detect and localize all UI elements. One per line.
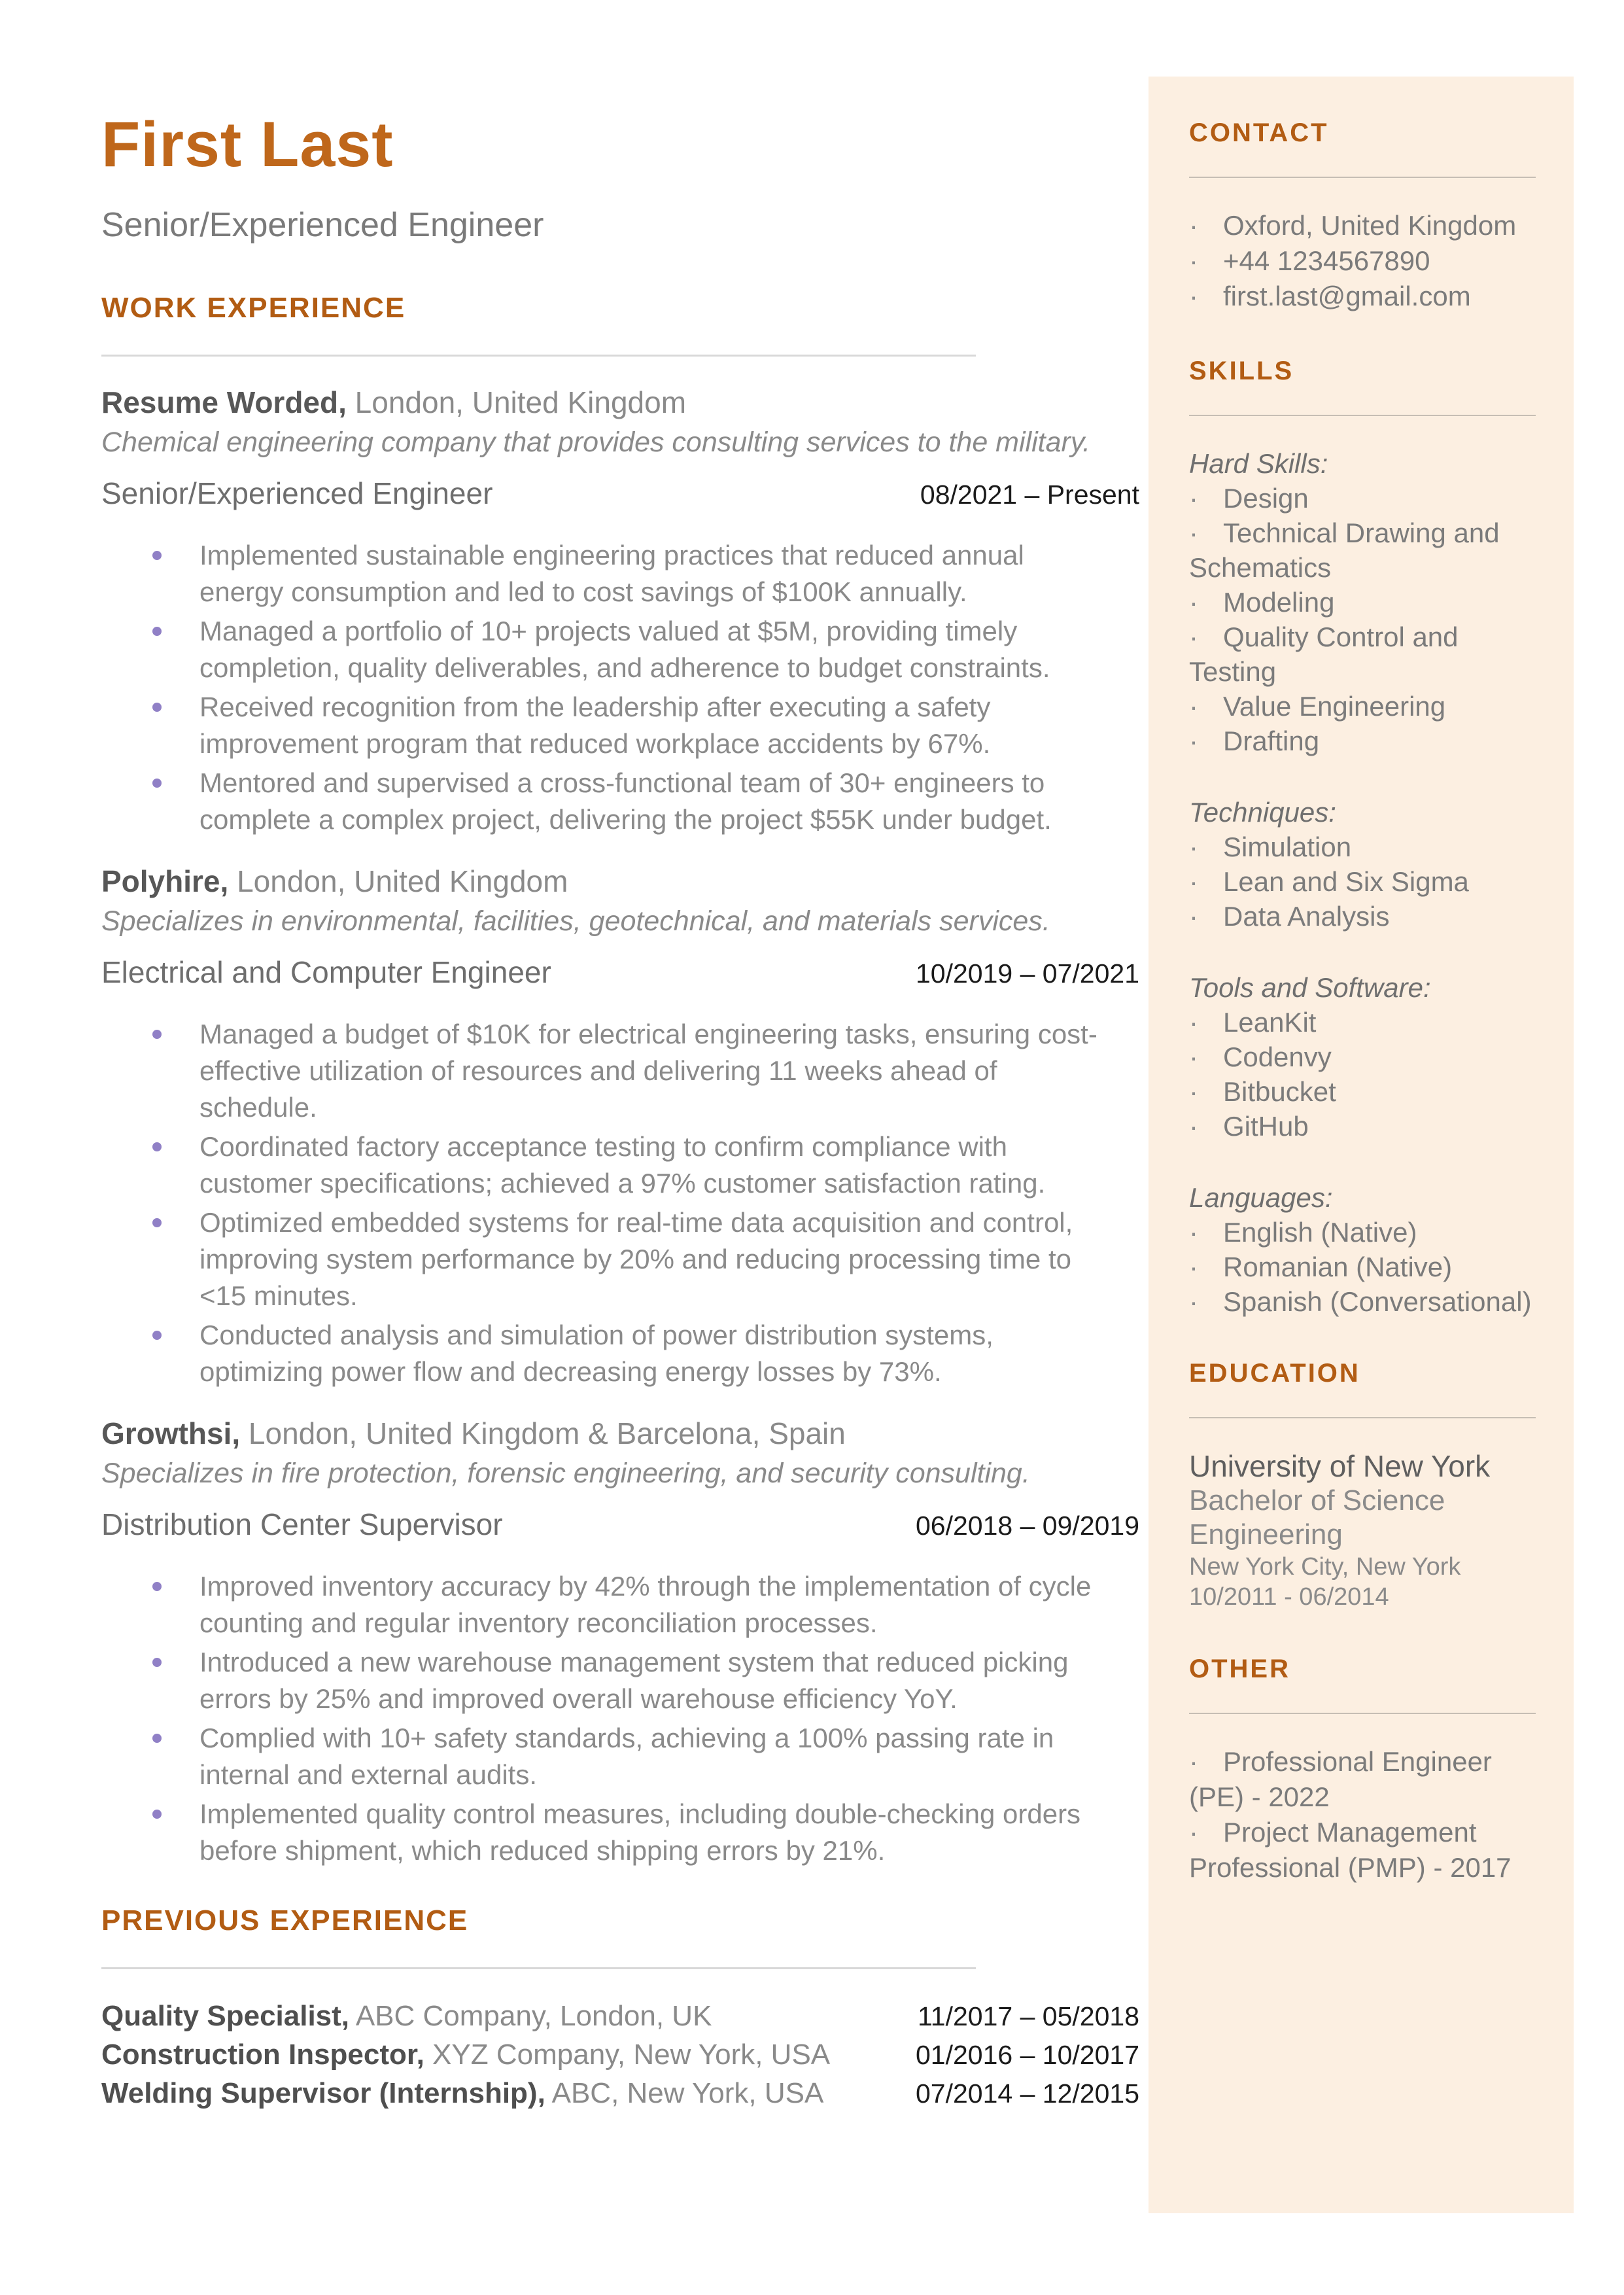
previous-role-dates: 07/2014 – 12/2015 [916, 2078, 1139, 2109]
job-bullet-list [101, 1568, 1139, 1869]
dot-marker [1189, 1250, 1223, 1284]
skill-item [1189, 724, 1536, 758]
other-heading: OTHER [1189, 1655, 1290, 1683]
skill-text: Codenvy [1223, 1042, 1332, 1072]
dot-marker [1189, 689, 1223, 724]
job-entry [101, 385, 1139, 838]
skill-item [1189, 1005, 1536, 1040]
sidebar-divider [1189, 1417, 1536, 1418]
other-section [1189, 1654, 1536, 1885]
company-description: Specializes in environmental, facilities, geotechnical, and materials services. [101, 905, 1050, 937]
skill-text: Spanish (Conversational) [1223, 1286, 1532, 1317]
job-bullet [199, 1796, 1115, 1869]
certification-item [1189, 1744, 1536, 1815]
bullet-text: Received recognition from the leadership after executing a safety improvement program that reduced workplace accidents by 67%. [199, 692, 991, 759]
previous-role-row [101, 2037, 1139, 2073]
section-divider [101, 355, 976, 357]
job-title-row [101, 476, 1139, 512]
skill-text: Design [1223, 483, 1309, 514]
previous-role-org: ABC Company, London, UK [349, 2000, 712, 2032]
bullet-text: Complied with 10+ safety standards, achieving a 100% passing rate in internal and external audits. [199, 1723, 1054, 1790]
job-title: Electrical and Computer Engineer [101, 955, 551, 989]
bullet-marker [152, 779, 162, 788]
job-bullet-list [101, 537, 1139, 838]
skill-item [1189, 830, 1536, 864]
skills-group-label: Tools and Software: [1189, 972, 1431, 1003]
job-bullet [199, 537, 1115, 610]
dot-marker [1189, 620, 1223, 654]
sidebar-divider [1189, 1713, 1536, 1714]
skill-item [1189, 899, 1536, 934]
job-title: Distribution Center Supervisor [101, 1507, 503, 1541]
previous-role-org: ABC, New York, USA [545, 2077, 824, 2109]
company-location: London, United Kingdom & Barcelona, Spain [240, 1416, 846, 1450]
job-bullet [199, 689, 1115, 762]
previous-role-title: Welding Supervisor (Internship), [101, 2077, 545, 2109]
education-dates: 10/2011 - 06/2014 [1189, 1583, 1389, 1611]
contact-email [1189, 279, 1536, 314]
job-entry [101, 864, 1139, 1390]
skill-text: Data Analysis [1223, 901, 1390, 932]
skill-item [1189, 1215, 1536, 1250]
job-title-row [101, 955, 1139, 991]
dot-marker [1189, 243, 1223, 279]
skills-group-label: Hard Skills: [1189, 448, 1328, 479]
skill-text: Technical Drawing and Schematics [1189, 517, 1500, 583]
dot-marker [1189, 208, 1223, 243]
previous-role-title: Quality Specialist, [101, 2000, 350, 2032]
dot-marker [1189, 724, 1223, 758]
skill-text: Bitbucket [1223, 1076, 1336, 1107]
certification-text: Project Management Professional (PMP) - 2017 [1189, 1817, 1512, 1883]
contact-location-text: Oxford, United Kingdom [1223, 210, 1517, 241]
job-bullet [199, 1317, 1115, 1390]
bullet-text: Implemented quality control measures, including double-checking orders before shipment, which reduced shipping errors by 21%. [199, 1798, 1081, 1866]
dot-marker [1189, 1074, 1223, 1109]
dot-marker [1189, 279, 1223, 314]
dot-marker [1189, 585, 1223, 620]
dot-marker [1189, 1005, 1223, 1040]
company-name: Growthsi, [101, 1416, 241, 1450]
skill-text: Lean and Six Sigma [1223, 866, 1469, 897]
job-bullet [199, 765, 1115, 838]
company-description: Specializes in fire protection, forensic engineering, and security consulting. [101, 1458, 1030, 1489]
skill-item [1189, 620, 1536, 689]
skill-item [1189, 585, 1536, 620]
job-bullet [199, 1644, 1115, 1717]
job-dates: 06/2018 – 09/2019 [916, 1511, 1139, 1541]
skill-item [1189, 689, 1536, 724]
contact-phone [1189, 243, 1536, 279]
skills-heading: SKILLS [1189, 357, 1294, 385]
bullet-text: Coordinated factory acceptance testing to confirm compliance with customer specifications; achieved a 97% customer satisfaction rating. [199, 1131, 1046, 1199]
bullet-text: Mentored and supervised a cross-functional team of 30+ engineers to complete a complex project, delivering the project $55K under budget. [199, 767, 1052, 835]
bullet-marker [152, 1142, 162, 1151]
dot-marker [1189, 516, 1223, 550]
previous-role-org: XYZ Company, New York, USA [424, 2039, 831, 2071]
bullet-marker [152, 1658, 162, 1667]
contact-location [1189, 208, 1536, 243]
education-degree: Bachelor of Science Engineering [1189, 1484, 1445, 1550]
bullet-text: Introduced a new warehouse management system that reduced picking errors by 25% and improved overall warehouse efficiency YoY. [199, 1647, 1069, 1714]
skill-text: Value Engineering [1223, 691, 1446, 722]
bullet-marker [152, 1810, 162, 1819]
person-title: Senior/Experienced Engineer [101, 206, 544, 244]
previous-role [101, 1998, 712, 2035]
dot-marker [1189, 1744, 1223, 1779]
education-location: New York City, New York [1189, 1553, 1461, 1581]
company-description: Chemical engineering company that provides consulting services to the military. [101, 427, 1091, 458]
job-bullet [199, 1568, 1115, 1641]
previous-experience-section [101, 1904, 1139, 2112]
company-location: London, United Kingdom [346, 385, 687, 419]
contact-email-text: first.last@gmail.com [1223, 281, 1471, 311]
dot-marker [1189, 864, 1223, 899]
previous-role [101, 2037, 830, 2073]
dot-marker [1189, 899, 1223, 934]
person-name: First Last [101, 109, 394, 180]
dot-marker [1189, 1284, 1223, 1319]
company-name: Polyhire, [101, 864, 229, 898]
bullet-text: Managed a budget of $10K for electrical engineering tasks, ensuring cost-effective utilization of resources and delivering 11 weeks ahead of schedule. [199, 1019, 1097, 1123]
bullet-marker [152, 627, 162, 636]
contact-phone-text: +44 1234567890 [1223, 245, 1430, 276]
skill-text: English (Native) [1223, 1217, 1417, 1248]
skill-text: GitHub [1223, 1111, 1309, 1142]
bullet-marker [152, 1030, 162, 1039]
skill-item [1189, 1284, 1536, 1319]
dot-marker [1189, 1815, 1223, 1850]
bullet-marker [152, 551, 162, 560]
bullet-text: Conducted analysis and simulation of power distribution systems, optimizing power flow and decreasing energy losses by 73%. [199, 1320, 993, 1387]
work-experience-heading: WORK EXPERIENCE [101, 292, 406, 324]
company-line [101, 1416, 1139, 1450]
bullet-text: Managed a portfolio of 10+ projects valued at $5M, providing timely completion, quality deliverables, and adherence to budget constraints. [199, 616, 1050, 683]
skill-text: Romanian (Native) [1223, 1252, 1453, 1282]
previous-role-title: Construction Inspector, [101, 2039, 424, 2071]
skill-item [1189, 516, 1536, 585]
certification-text: Professional Engineer (PE) - 2022 [1189, 1746, 1492, 1812]
bullet-marker [152, 1331, 162, 1340]
education-heading: EDUCATION [1189, 1359, 1360, 1388]
skill-item [1189, 481, 1536, 516]
bullet-marker [152, 1582, 162, 1591]
previous-experience-heading: PREVIOUS EXPERIENCE [101, 1904, 469, 1936]
skills-section [1189, 356, 1536, 1319]
previous-role-dates: 11/2017 – 05/2018 [918, 2001, 1139, 2031]
dot-marker [1189, 1215, 1223, 1250]
sidebar-divider [1189, 177, 1536, 178]
skill-text: Simulation [1223, 832, 1352, 862]
company-line [101, 385, 1139, 419]
job-bullet [199, 613, 1115, 686]
skill-text: Drafting [1223, 726, 1320, 756]
section-divider [101, 1967, 976, 1969]
skill-item [1189, 1074, 1536, 1109]
job-bullet-list [101, 1016, 1139, 1390]
company-name: Resume Worded, [101, 385, 347, 419]
skill-item [1189, 1040, 1536, 1074]
dot-marker [1189, 1109, 1223, 1144]
bullet-text: Optimized embedded systems for real-time data acquisition and control, improving system performance by 20% and reducing processing time to <15 minutes. [199, 1207, 1073, 1311]
skill-item [1189, 1250, 1536, 1284]
skills-group-label: Languages: [1189, 1182, 1333, 1213]
contact-heading: CONTACT [1189, 118, 1329, 147]
skill-item [1189, 864, 1536, 899]
bullet-marker [152, 703, 162, 712]
job-title: Senior/Experienced Engineer [101, 476, 493, 510]
previous-role [101, 2075, 823, 2112]
job-title-row [101, 1507, 1139, 1543]
skills-group-label: Techniques: [1189, 797, 1336, 828]
job-dates: 08/2021 – Present [920, 480, 1139, 510]
bullet-text: Improved inventory accuracy by 42% through the implementation of cycle counting and regular inventory reconciliation processes. [199, 1571, 1092, 1638]
sidebar-divider [1189, 415, 1536, 416]
job-bullet [199, 1129, 1115, 1202]
skill-item [1189, 1109, 1536, 1144]
bullet-marker [152, 1218, 162, 1227]
main-column [101, 111, 1139, 2114]
skill-text: LeanKit [1223, 1007, 1317, 1038]
certification-item [1189, 1815, 1536, 1885]
education-school: University of New York [1189, 1449, 1491, 1483]
company-line [101, 864, 1139, 898]
previous-role-row [101, 2075, 1139, 2112]
bullet-marker [152, 1734, 162, 1743]
sidebar-panel [1149, 77, 1574, 2213]
previous-role-row [101, 1998, 1139, 2035]
job-dates: 10/2019 – 07/2021 [916, 958, 1139, 989]
education-section [1189, 1358, 1536, 1612]
job-bullet [199, 1016, 1115, 1126]
skill-text: Modeling [1223, 587, 1335, 618]
job-bullet [199, 1720, 1115, 1793]
dot-marker [1189, 481, 1223, 516]
company-location: London, United Kingdom [228, 864, 568, 898]
previous-role-dates: 01/2016 – 10/2017 [916, 2040, 1139, 2070]
dot-marker [1189, 830, 1223, 864]
job-bullet [199, 1204, 1115, 1314]
dot-marker [1189, 1040, 1223, 1074]
bullet-text: Implemented sustainable engineering practices that reduced annual energy consumption and led to cost savings of $100K annually. [199, 540, 1024, 607]
job-entry [101, 1416, 1139, 1869]
skill-text: Quality Control and Testing [1189, 622, 1459, 687]
